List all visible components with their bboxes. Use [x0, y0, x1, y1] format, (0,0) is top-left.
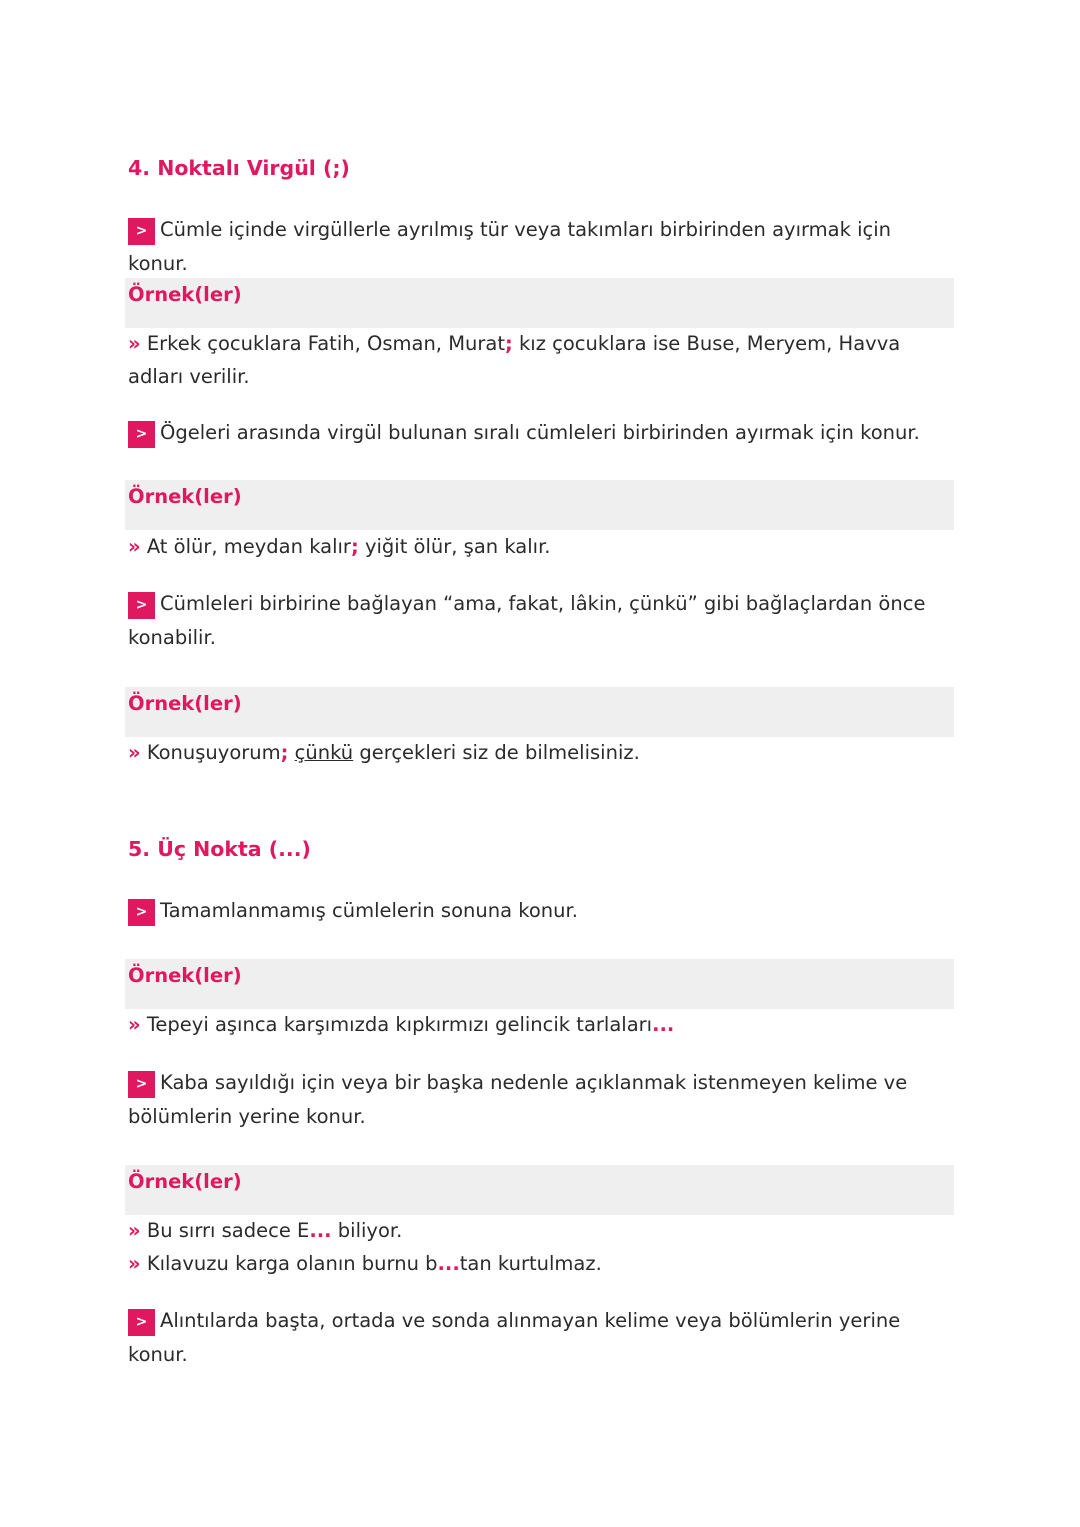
- example-item: » Bu sırrı sadece E... biliyor.: [128, 1219, 403, 1242]
- example-item: » Erkek çocuklara Fatih, Osman, Murat; kız çocuklara ise Buse, Meryem, Havva adları verilir.: [128, 332, 901, 388]
- underlined-conjunction: çünkü: [294, 741, 354, 764]
- example-bullet-icon: »: [128, 741, 141, 764]
- example-item: » Kılavuzu karga olanın burnu b...tan kurtulmaz.: [128, 1252, 602, 1275]
- rule-marker-icon: >: [128, 1309, 155, 1336]
- rule-text: Ögeleri arasında virgül bulunan sıralı cümleleri birbirinden ayırmak için konur.: [160, 421, 920, 444]
- rule-text: Cümle içinde virgüllerle ayrılmış tür veya takımları birbirinden ayırmak için konur.: [128, 218, 892, 275]
- example-bullet-icon: »: [128, 1252, 141, 1275]
- example-label: Örnek(ler): [128, 485, 242, 508]
- punctuation-highlight: ...: [309, 1219, 332, 1242]
- example-label: Örnek(ler): [128, 283, 242, 306]
- punctuation-highlight: ;: [350, 535, 359, 558]
- rule-item: [128, 587, 928, 655]
- example-item: » Konuşuyorum; çünkü gerçekleri siz de bilmelisiniz.: [128, 741, 640, 764]
- rule-text: Tamamlanmamış cümlelerin sonuna konur.: [160, 899, 578, 922]
- example-header: [125, 278, 954, 328]
- example-item: » Tepeyi aşınca karşımızda kıpkırmızı gelincik tarlaları...: [128, 1013, 675, 1036]
- rule-item: [128, 416, 928, 450]
- example-bullet-icon: »: [128, 1219, 141, 1242]
- example-bullet-icon: »: [128, 332, 141, 355]
- rule-text: Kaba sayıldığı için veya bir başka nedenle açıklanmak istenmeyen kelime ve bölümlerin yerine konur.: [128, 1071, 908, 1128]
- rule-text: Cümleleri birbirine bağlayan “ama, fakat, lâkin, çünkü” gibi bağlaçlardan önce konabilir.: [128, 592, 926, 649]
- rule-item: [128, 894, 928, 928]
- rule-marker-icon: >: [128, 1071, 155, 1098]
- example-header: [125, 687, 954, 737]
- example-header: [125, 480, 954, 530]
- rule-marker-icon: >: [128, 218, 155, 245]
- example-item: » At ölür, meydan kalır; yiğit ölür, şan kalır.: [128, 535, 551, 558]
- punctuation-highlight: ;: [505, 332, 513, 355]
- rule-marker-icon: >: [128, 592, 155, 619]
- example-header: [125, 959, 954, 1009]
- rule-marker-icon: >: [128, 899, 155, 926]
- rule-item: [128, 213, 928, 281]
- rule-item: [128, 1066, 928, 1134]
- rule-text: Alıntılarda başta, ortada ve sonda alınmayan kelime veya bölümlerin yerine konur.: [128, 1309, 901, 1366]
- example-bullet-icon: »: [128, 535, 141, 558]
- example-label: Örnek(ler): [128, 1170, 242, 1193]
- punctuation-highlight: ...: [652, 1013, 675, 1036]
- rule-marker-icon: >: [128, 421, 155, 448]
- example-header: [125, 1165, 954, 1215]
- example-label: Örnek(ler): [128, 692, 242, 715]
- section-title-semicolon: 4. Noktalı Virgül (;): [128, 156, 350, 180]
- rule-item: [128, 1304, 928, 1372]
- punctuation-highlight: ...: [437, 1252, 460, 1275]
- punctuation-highlight: ;: [280, 741, 289, 764]
- section-title-ellipsis: 5. Üç Nokta (...): [128, 837, 311, 861]
- example-bullet-icon: »: [128, 1013, 141, 1036]
- example-label: Örnek(ler): [128, 964, 242, 987]
